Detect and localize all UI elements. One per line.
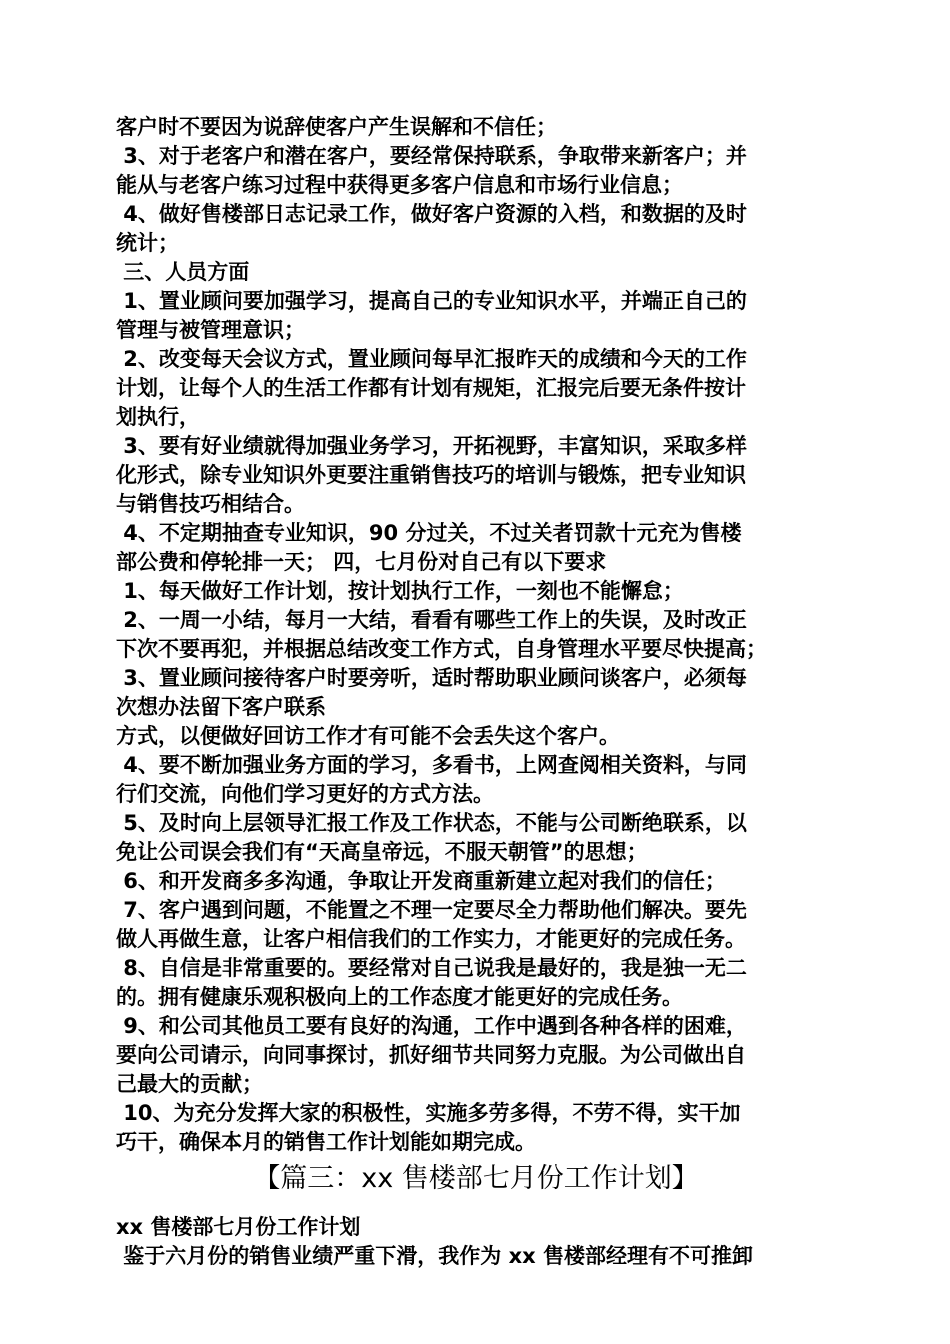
text-line: 次想办法留下客户联系	[116, 695, 326, 719]
text-line: 能从与老客户练习过程中获得更多客户信息和市场行业信息；	[116, 173, 683, 197]
text-line: 2、一周一小结，每月一大结，看看有哪些工作上的失误，及时改正	[116, 608, 747, 632]
text-line: 巧干，确保本月的销售工作计划能如期完成。	[116, 1130, 536, 1154]
text-line: 方式，以便做好回访工作才有可能不会丢失这个客户。	[116, 724, 620, 748]
text-line: 8、自信是非常重要的。要经常对自己说我是最好的，我是独一无二	[116, 956, 747, 980]
text-line: 1、置业顾问要加强学习，提高自己的专业知识水平，并端正自己的	[116, 289, 747, 313]
text-line: 部公费和停轮排一天； 四，七月份对自己有以下要求	[116, 550, 607, 574]
text-line: 要向公司请示，向同事探讨，抓好细节共同努力克服。为公司做出自	[116, 1043, 746, 1067]
text-line: 3、要有好业绩就得加强业务学习，开拓视野，丰富知识，采取多样	[116, 434, 747, 458]
text-line: 统计；	[116, 231, 179, 255]
text-line: 与销售技巧相结合。	[116, 492, 305, 516]
text-line: 的。拥有健康乐观积极向上的工作态度才能更好的完成任务。	[116, 985, 683, 1009]
text-line: 4、做好售楼部日志记录工作，做好客户资源的入档，和数据的及时	[116, 202, 747, 226]
text-line: 1、每天做好工作计划，按计划执行工作，一刻也不能懈怠；	[116, 579, 684, 603]
text-line: 下次不要再犯，并根据总结改变工作方式，自身管理水平要尽快提高；	[116, 637, 767, 661]
text-line: 计划，让每个人的生活工作都有计划有规矩，汇报完后要无条件按计	[116, 376, 746, 400]
text-line: 3、对于老客户和潜在客户，要经常保持联系，争取带来新客户；并	[116, 144, 747, 168]
text-line: 3、置业顾问接待客户时要旁听，适时帮助职业顾问谈客户，必须每	[116, 666, 747, 690]
text-line: 9、和公司其他员工要有良好的沟通，工作中遇到各种各样的困难，	[116, 1014, 747, 1038]
text-line: 4、不定期抽查专业知识，90 分过关，不过关者罚款十元充为售楼	[116, 521, 742, 545]
section-title: 三、人员方面	[116, 260, 250, 284]
text-line: 划执行，	[116, 405, 200, 429]
text-line: 2、改变每天会议方式，置业顾问每早汇报昨天的成绩和今天的工作	[116, 347, 747, 371]
spacer	[116, 1201, 846, 1213]
text-line: 化形式，除专业知识外更要注重销售技巧的培训与锻炼，把专业知识	[116, 463, 746, 487]
text-line: 管理与被管理意识；	[116, 318, 305, 342]
chapter-heading: 【篇三：xx 售楼部七月份工作计划】	[253, 1163, 699, 1194]
text-line: 10、为充分发挥大家的积极性，实施多劳多得，不劳不得，实干加	[116, 1101, 741, 1125]
text-line: 5、及时向上层领导汇报工作及工作状态，不能与公司断绝联系，以	[116, 811, 747, 835]
text-line: 客户时不要因为说辞使客户产生误解和不信任；	[116, 115, 557, 139]
text-line: 6、和开发商多多沟通，争取让开发商重新建立起对我们的信任；	[116, 869, 726, 893]
text-line: 鉴于六月份的销售业绩严重下滑，我作为 xx 售楼部经理有不可推卸	[116, 1244, 754, 1268]
text-line: 7、客户遇到问题，不能置之不理一定要尽全力帮助他们解决。要先	[116, 898, 747, 922]
subtitle-line: xx 售楼部七月份工作计划	[116, 1215, 361, 1239]
text-line: 己最大的贡献；	[116, 1072, 263, 1096]
text-line: 4、要不断加强业务方面的学习，多看书，上网查阅相关资料，与同	[116, 753, 747, 777]
text-line: 做人再做生意，让客户相信我们的工作实力，才能更好的完成任务。	[116, 927, 746, 951]
document-body	[116, 113, 846, 1271]
text-line: 免让公司误会我们有“天高皇帝远，不服天朝管”的思想；	[116, 840, 648, 864]
text-line: 行们交流，向他们学习更好的方式方法。	[116, 782, 494, 806]
